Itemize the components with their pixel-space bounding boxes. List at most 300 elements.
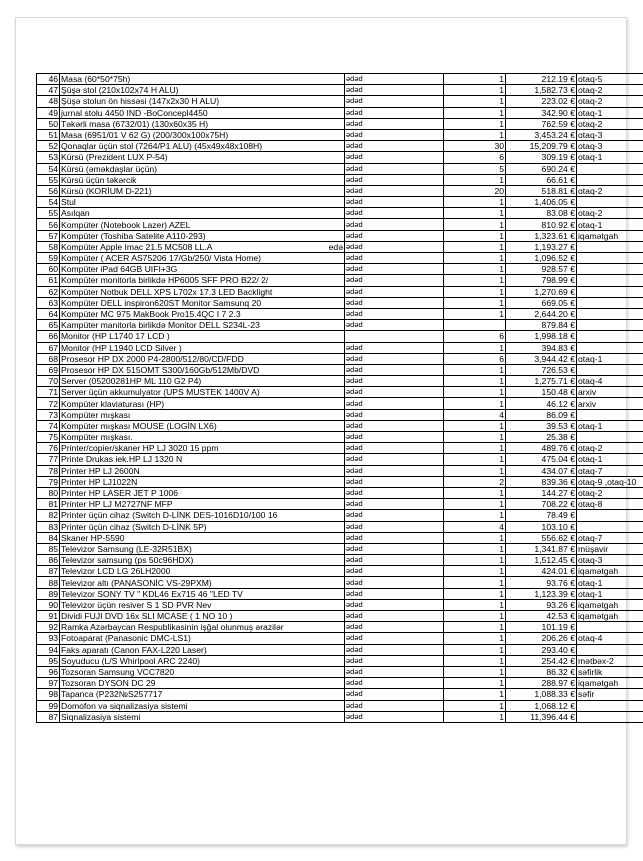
unit-cell xyxy=(345,85,444,96)
location-text: otaq-1 xyxy=(578,152,603,163)
unit-text: ədəd xyxy=(346,622,363,632)
amount-cell xyxy=(506,577,577,588)
location-cell xyxy=(577,644,643,655)
item-name-text: Kürsü (Prezident LUX P-54) xyxy=(61,152,168,163)
quantity-text: 1 xyxy=(499,208,504,219)
unit-cell xyxy=(345,510,444,521)
table-row xyxy=(37,555,643,566)
unit-cell xyxy=(345,633,444,644)
quantity-text: 20 xyxy=(494,185,504,196)
quantity-cell xyxy=(444,253,506,264)
unit-text: ədəd xyxy=(346,555,363,565)
amount-cell xyxy=(506,678,577,689)
amount-text: 223.02 € xyxy=(541,96,575,107)
item-name-text: Kompüter DELL inspiron620ST Monitor Samsunq 20 xyxy=(61,297,262,308)
item-name-text: Tozsoran DYSON DC 29 xyxy=(61,678,156,689)
unit-cell xyxy=(345,465,444,476)
location-cell xyxy=(577,700,643,711)
table-row xyxy=(37,353,643,364)
unit-text: ədəd xyxy=(346,510,363,520)
item-name-text: Server üçün akkumulyator (UPS MUSTEK 1400V A) xyxy=(61,387,260,398)
row-number-text: 98 xyxy=(48,689,58,700)
row-number-text: 50 xyxy=(48,118,58,129)
amount-cell xyxy=(506,230,577,241)
amount-cell xyxy=(506,297,577,308)
location-text: otaq-4 xyxy=(578,633,603,644)
quantity-cell xyxy=(444,185,506,196)
amount-cell xyxy=(506,74,577,85)
item-name-text: Televizor üçün resiver S 1 SD PVR Nev xyxy=(61,599,212,610)
amount-text: 42.53 € xyxy=(546,611,575,622)
row-number-text: 83 xyxy=(48,521,58,532)
location-cell xyxy=(577,74,643,85)
row-number-text: 54 xyxy=(48,163,58,174)
location-text: otaq-2 xyxy=(578,488,603,499)
quantity-cell xyxy=(444,342,506,353)
table-row xyxy=(37,577,643,588)
quantity-text: 6 xyxy=(499,152,504,163)
unit-cell xyxy=(345,532,444,543)
row-number-cell xyxy=(37,107,60,118)
amount-text: 434.07 € xyxy=(541,465,575,476)
quantity-text: 1 xyxy=(499,376,504,387)
location-text: otaq-2 xyxy=(578,96,603,107)
table-row xyxy=(37,711,643,722)
amount-cell xyxy=(506,174,577,185)
amount-cell xyxy=(506,107,577,118)
quantity-cell xyxy=(444,678,506,689)
location-cell xyxy=(577,666,643,677)
table-row xyxy=(37,129,643,140)
amount-cell xyxy=(506,387,577,398)
item-name-cell xyxy=(60,241,345,252)
unit-cell xyxy=(345,118,444,129)
row-number-cell xyxy=(37,666,60,677)
quantity-cell xyxy=(444,174,506,185)
quantity-text: 1 xyxy=(499,566,504,577)
quantity-text: 1 xyxy=(499,130,504,141)
location-cell xyxy=(577,387,643,398)
amount-cell xyxy=(506,454,577,465)
row-number-text: 82 xyxy=(48,510,58,521)
amount-text: 518.81 € xyxy=(541,185,575,196)
amount-text: 309.19 € xyxy=(541,152,575,163)
location-cell xyxy=(577,611,643,622)
unit-cell xyxy=(345,241,444,252)
location-text: iqamətgah xyxy=(578,230,619,241)
quantity-text: 1 xyxy=(499,275,504,286)
item-name-cell xyxy=(60,297,345,308)
item-name-text: Printer üçün cihaz (Switch D-LİNK DES-1016D10/100 16 xyxy=(61,510,278,521)
unit-text: ədəd xyxy=(346,443,363,453)
quantity-text: 1 xyxy=(499,364,504,375)
item-name-text: Kompüter Apple Imac 21.5 MC508 LL.A xyxy=(61,241,213,252)
item-name-text: Printer HP LJ M2727NF MFP xyxy=(61,499,173,510)
amount-cell xyxy=(506,253,577,264)
item-name-text: Tozsoran Samsung VCC7820 xyxy=(61,667,175,678)
item-name-cell xyxy=(60,152,345,163)
quantity-cell xyxy=(444,320,506,331)
row-number-cell xyxy=(37,499,60,510)
table-row xyxy=(37,264,643,275)
item-name-text: Printe Drukas iek.HP LJ 1320 N xyxy=(61,454,183,465)
location-cell xyxy=(577,185,643,196)
row-number-cell xyxy=(37,331,60,342)
quantity-cell xyxy=(444,521,506,532)
item-name-text: Kompüter Notbuk DELL XPS L702x 17.3 LED Backlight xyxy=(61,286,273,297)
location-cell xyxy=(577,342,643,353)
unit-cell xyxy=(345,275,444,286)
row-number-text: 56 xyxy=(48,185,58,196)
row-number-cell xyxy=(37,85,60,96)
row-number-text: 77 xyxy=(48,454,58,465)
unit-cell xyxy=(345,342,444,353)
unit-text: ədəd xyxy=(346,488,363,498)
item-name-text: Televizor samsung (ps 50c96HDX) xyxy=(61,555,194,566)
unit-cell xyxy=(345,543,444,554)
unit-cell xyxy=(345,409,444,420)
item-name-text: Kürsü üçün təkərcik xyxy=(61,174,137,185)
quantity-text: 1 xyxy=(499,644,504,655)
quantity-text: 1 xyxy=(499,297,504,308)
unit-cell xyxy=(345,622,444,633)
location-text: otaq-1 xyxy=(578,107,603,118)
row-number-cell xyxy=(37,342,60,353)
unit-text: ədəd xyxy=(346,387,363,397)
unit-text: ədəd xyxy=(346,253,363,263)
row-number-cell xyxy=(37,476,60,487)
location-cell xyxy=(577,678,643,689)
row-number-cell xyxy=(37,622,60,633)
item-name-cell xyxy=(60,208,345,219)
unit-cell xyxy=(345,152,444,163)
amount-cell xyxy=(506,241,577,252)
quantity-text: 1 xyxy=(499,588,504,599)
quantity-text: 1 xyxy=(499,74,504,85)
location-cell xyxy=(577,555,643,566)
table-row xyxy=(37,566,643,577)
item-name-text: Kompüter ( ACER AS75206 17/Gb/250/ Vista Home) xyxy=(61,253,261,264)
row-number-text: 87 xyxy=(48,566,58,577)
amount-cell xyxy=(506,633,577,644)
amount-text: 254.42 € xyxy=(541,655,575,666)
table-row xyxy=(37,521,643,532)
row-number-cell xyxy=(37,577,60,588)
row-number-cell xyxy=(37,398,60,409)
amount-cell xyxy=(506,185,577,196)
unit-cell xyxy=(345,521,444,532)
amount-text: 708.22 € xyxy=(541,499,575,510)
row-number-cell xyxy=(37,678,60,689)
item-name-cell xyxy=(60,633,345,644)
row-number-text: 95 xyxy=(48,655,58,666)
table-row xyxy=(37,487,643,498)
table-row xyxy=(37,420,643,431)
item-name-cell xyxy=(60,644,345,655)
item-name-text: Monitor (HP L1740 17 LCD ) xyxy=(61,331,170,342)
item-name-cell xyxy=(60,566,345,577)
location-text: otaq-1 xyxy=(578,420,603,431)
quantity-text: 4 xyxy=(499,521,504,532)
amount-text: 150.48 € xyxy=(541,387,575,398)
amount-text: 212.19 € xyxy=(541,74,575,85)
unit-cell xyxy=(345,588,444,599)
row-number-text: 94 xyxy=(48,644,58,655)
item-name-text: Stul xyxy=(61,197,76,208)
unit-cell xyxy=(345,566,444,577)
item-name-cell xyxy=(60,543,345,554)
location-cell xyxy=(577,163,643,174)
item-name-cell xyxy=(60,353,345,364)
amount-cell xyxy=(506,700,577,711)
unit-cell xyxy=(345,74,444,85)
table-row xyxy=(37,599,643,610)
quantity-text: 6 xyxy=(499,353,504,364)
unit-cell xyxy=(345,297,444,308)
unit-text: ədəd xyxy=(346,588,363,598)
table-row xyxy=(37,588,643,599)
quantity-cell xyxy=(444,118,506,129)
location-text: iqamətgah xyxy=(578,611,619,622)
unit-text: ədəd xyxy=(346,420,363,430)
row-number-text: 54 xyxy=(48,197,58,208)
row-number-cell xyxy=(37,163,60,174)
amount-text: 839.36 € xyxy=(541,476,575,487)
row-number-cell xyxy=(37,74,60,85)
row-number-text: 92 xyxy=(48,622,58,633)
unit-cell xyxy=(345,286,444,297)
unit-text: ədəd xyxy=(346,476,363,486)
quantity-text: 1 xyxy=(499,577,504,588)
row-number-text: 48 xyxy=(48,96,58,107)
row-number-text: 86 xyxy=(48,555,58,566)
quantity-cell xyxy=(444,409,506,420)
amount-text: 93.26 € xyxy=(546,599,575,610)
table-row xyxy=(37,510,643,521)
table-row xyxy=(37,141,643,152)
quantity-text: 1 xyxy=(499,219,504,230)
unit-text: ədəd xyxy=(346,320,363,330)
amount-cell xyxy=(506,599,577,610)
row-number-text: 56 xyxy=(48,219,58,230)
table-row xyxy=(37,644,643,655)
location-cell xyxy=(577,364,643,375)
location-text: otaq-1 xyxy=(578,454,603,465)
unit-text: ədəd xyxy=(346,219,363,229)
unit-text: ədəd xyxy=(346,499,363,509)
amount-text: 810.92 € xyxy=(541,219,575,230)
unit-cell xyxy=(345,577,444,588)
table-row xyxy=(37,432,643,443)
table-row xyxy=(37,342,643,353)
quantity-cell xyxy=(444,96,506,107)
amount-text: 11,396.44 € xyxy=(530,711,575,722)
quantity-text: 1 xyxy=(499,499,504,510)
quantity-text: 1 xyxy=(499,387,504,398)
location-cell xyxy=(577,208,643,219)
row-number-cell xyxy=(37,689,60,700)
quantity-text: 1 xyxy=(499,543,504,554)
quantity-cell xyxy=(444,700,506,711)
item-name-cell xyxy=(60,185,345,196)
unit-cell xyxy=(345,499,444,510)
row-number-text: 79 xyxy=(48,476,58,487)
quantity-cell xyxy=(444,644,506,655)
unit-text: ədəd xyxy=(346,655,363,665)
amount-cell xyxy=(506,129,577,140)
table-row xyxy=(37,678,643,689)
quantity-cell xyxy=(444,622,506,633)
quantity-cell xyxy=(444,543,506,554)
table-row xyxy=(37,622,643,633)
item-name-cell xyxy=(60,219,345,230)
table-row xyxy=(37,174,643,185)
unit-cell xyxy=(345,487,444,498)
item-name-text: Fotoaparat (Panasonic DMC-LS1) xyxy=(61,633,191,644)
location-text: otaq-2 xyxy=(578,118,603,129)
amount-cell xyxy=(506,219,577,230)
row-number-cell xyxy=(37,219,60,230)
item-name-cell xyxy=(60,487,345,498)
row-number-text: 89 xyxy=(48,588,58,599)
amount-cell xyxy=(506,711,577,722)
item-name-cell xyxy=(60,286,345,297)
quantity-cell xyxy=(444,432,506,443)
location-text: otaq-3 xyxy=(578,555,603,566)
table-row xyxy=(37,387,643,398)
item-name-cell xyxy=(60,364,345,375)
location-text: səfir xyxy=(578,689,595,700)
amount-cell xyxy=(506,487,577,498)
item-name-text: Kompüter (Toshiba Satelite A110-293) xyxy=(61,230,206,241)
amount-text: 78.49 € xyxy=(546,510,575,521)
item-name-cell xyxy=(60,588,345,599)
unit-cell xyxy=(345,689,444,700)
row-number-text: 62 xyxy=(48,286,58,297)
row-number-text: 64 xyxy=(48,309,58,320)
amount-text: 556.62 € xyxy=(541,532,575,543)
item-name-text: Printer HP LJ1022N xyxy=(61,476,138,487)
location-cell xyxy=(577,219,643,230)
location-text: otaq-3 xyxy=(578,141,603,152)
row-number-text: 90 xyxy=(48,599,58,610)
item-name-cell xyxy=(60,409,345,420)
location-cell xyxy=(577,543,643,554)
row-number-cell xyxy=(37,588,60,599)
item-name-cell xyxy=(60,521,345,532)
item-name-cell xyxy=(60,320,345,331)
unit-text: ədəd xyxy=(346,197,363,207)
location-text: müşavir xyxy=(578,543,609,554)
quantity-cell xyxy=(444,264,506,275)
location-cell xyxy=(577,331,643,342)
location-cell xyxy=(577,711,643,722)
unit-cell xyxy=(345,432,444,443)
row-number-text: 85 xyxy=(48,543,58,554)
location-text: otaq-2 xyxy=(578,208,603,219)
row-number-cell xyxy=(37,208,60,219)
location-cell xyxy=(577,230,643,241)
amount-text: 93.76 € xyxy=(546,577,575,588)
amount-text: 25.38 € xyxy=(546,432,575,443)
row-number-cell xyxy=(37,197,60,208)
table-row xyxy=(37,118,643,129)
unit-cell xyxy=(345,666,444,677)
item-name-text: Təkərli masa (6732/01) (130x60x35 H) xyxy=(61,118,209,129)
quantity-cell xyxy=(444,398,506,409)
location-text: mətbəx-2 xyxy=(578,655,614,666)
row-number-cell xyxy=(37,633,60,644)
quantity-text: 1 xyxy=(499,398,504,409)
quantity-cell xyxy=(444,476,506,487)
location-cell xyxy=(577,398,643,409)
item-name-text: Domofon və siqnalizasiya sistemi xyxy=(61,700,188,711)
quantity-text: 1 xyxy=(499,85,504,96)
quantity-text: 1 xyxy=(499,689,504,700)
item-name-overflow-text: edə xyxy=(328,241,343,252)
table-row xyxy=(37,85,643,96)
unit-text: ədəd xyxy=(346,667,363,677)
unit-cell xyxy=(345,599,444,610)
quantity-cell xyxy=(444,443,506,454)
unit-cell xyxy=(345,129,444,140)
amount-cell xyxy=(506,532,577,543)
amount-text: 1,270.69 € xyxy=(534,286,575,297)
amount-text: 798.99 € xyxy=(541,275,575,286)
item-name-cell xyxy=(60,96,345,107)
amount-cell xyxy=(506,96,577,107)
unit-text: ədəd xyxy=(346,376,363,386)
unit-text: ədəd xyxy=(346,521,363,531)
amount-text: 1,193.27 € xyxy=(534,241,575,252)
amount-text: 669.05 € xyxy=(541,297,575,308)
unit-cell xyxy=(345,185,444,196)
row-number-text: 47 xyxy=(48,85,58,96)
quantity-cell xyxy=(444,487,506,498)
quantity-cell xyxy=(444,353,506,364)
quantity-text: 1 xyxy=(499,118,504,129)
location-cell xyxy=(577,320,643,331)
amount-cell xyxy=(506,443,577,454)
amount-text: 2,644.20 € xyxy=(534,309,575,320)
row-number-cell xyxy=(37,644,60,655)
unit-text: ədəd xyxy=(346,678,363,688)
row-number-cell xyxy=(37,297,60,308)
row-number-cell xyxy=(37,230,60,241)
quantity-text: 4 xyxy=(499,409,504,420)
location-cell xyxy=(577,107,643,118)
unit-text: ədəd xyxy=(346,342,363,352)
table-row xyxy=(37,443,643,454)
unit-cell xyxy=(345,253,444,264)
amount-cell xyxy=(506,588,577,599)
unit-text: ədəd xyxy=(346,96,363,106)
quantity-cell xyxy=(444,420,506,431)
quantity-text: 1 xyxy=(499,599,504,610)
amount-text: 66.61 € xyxy=(546,174,575,185)
item-name-text: Dividi FUJI DVD 16x SLI MCASE ( 1 NO 10 ) xyxy=(61,611,233,622)
unit-cell xyxy=(345,219,444,230)
table-row xyxy=(37,331,643,342)
table-row xyxy=(37,253,643,264)
amount-cell xyxy=(506,264,577,275)
quantity-text: 1 xyxy=(499,633,504,644)
unit-text: ədəd xyxy=(346,409,363,419)
amount-text: 394.83 € xyxy=(541,342,575,353)
amount-cell xyxy=(506,465,577,476)
item-name-text: Tapanca (P232№S257717 xyxy=(61,689,163,700)
unit-cell xyxy=(345,555,444,566)
